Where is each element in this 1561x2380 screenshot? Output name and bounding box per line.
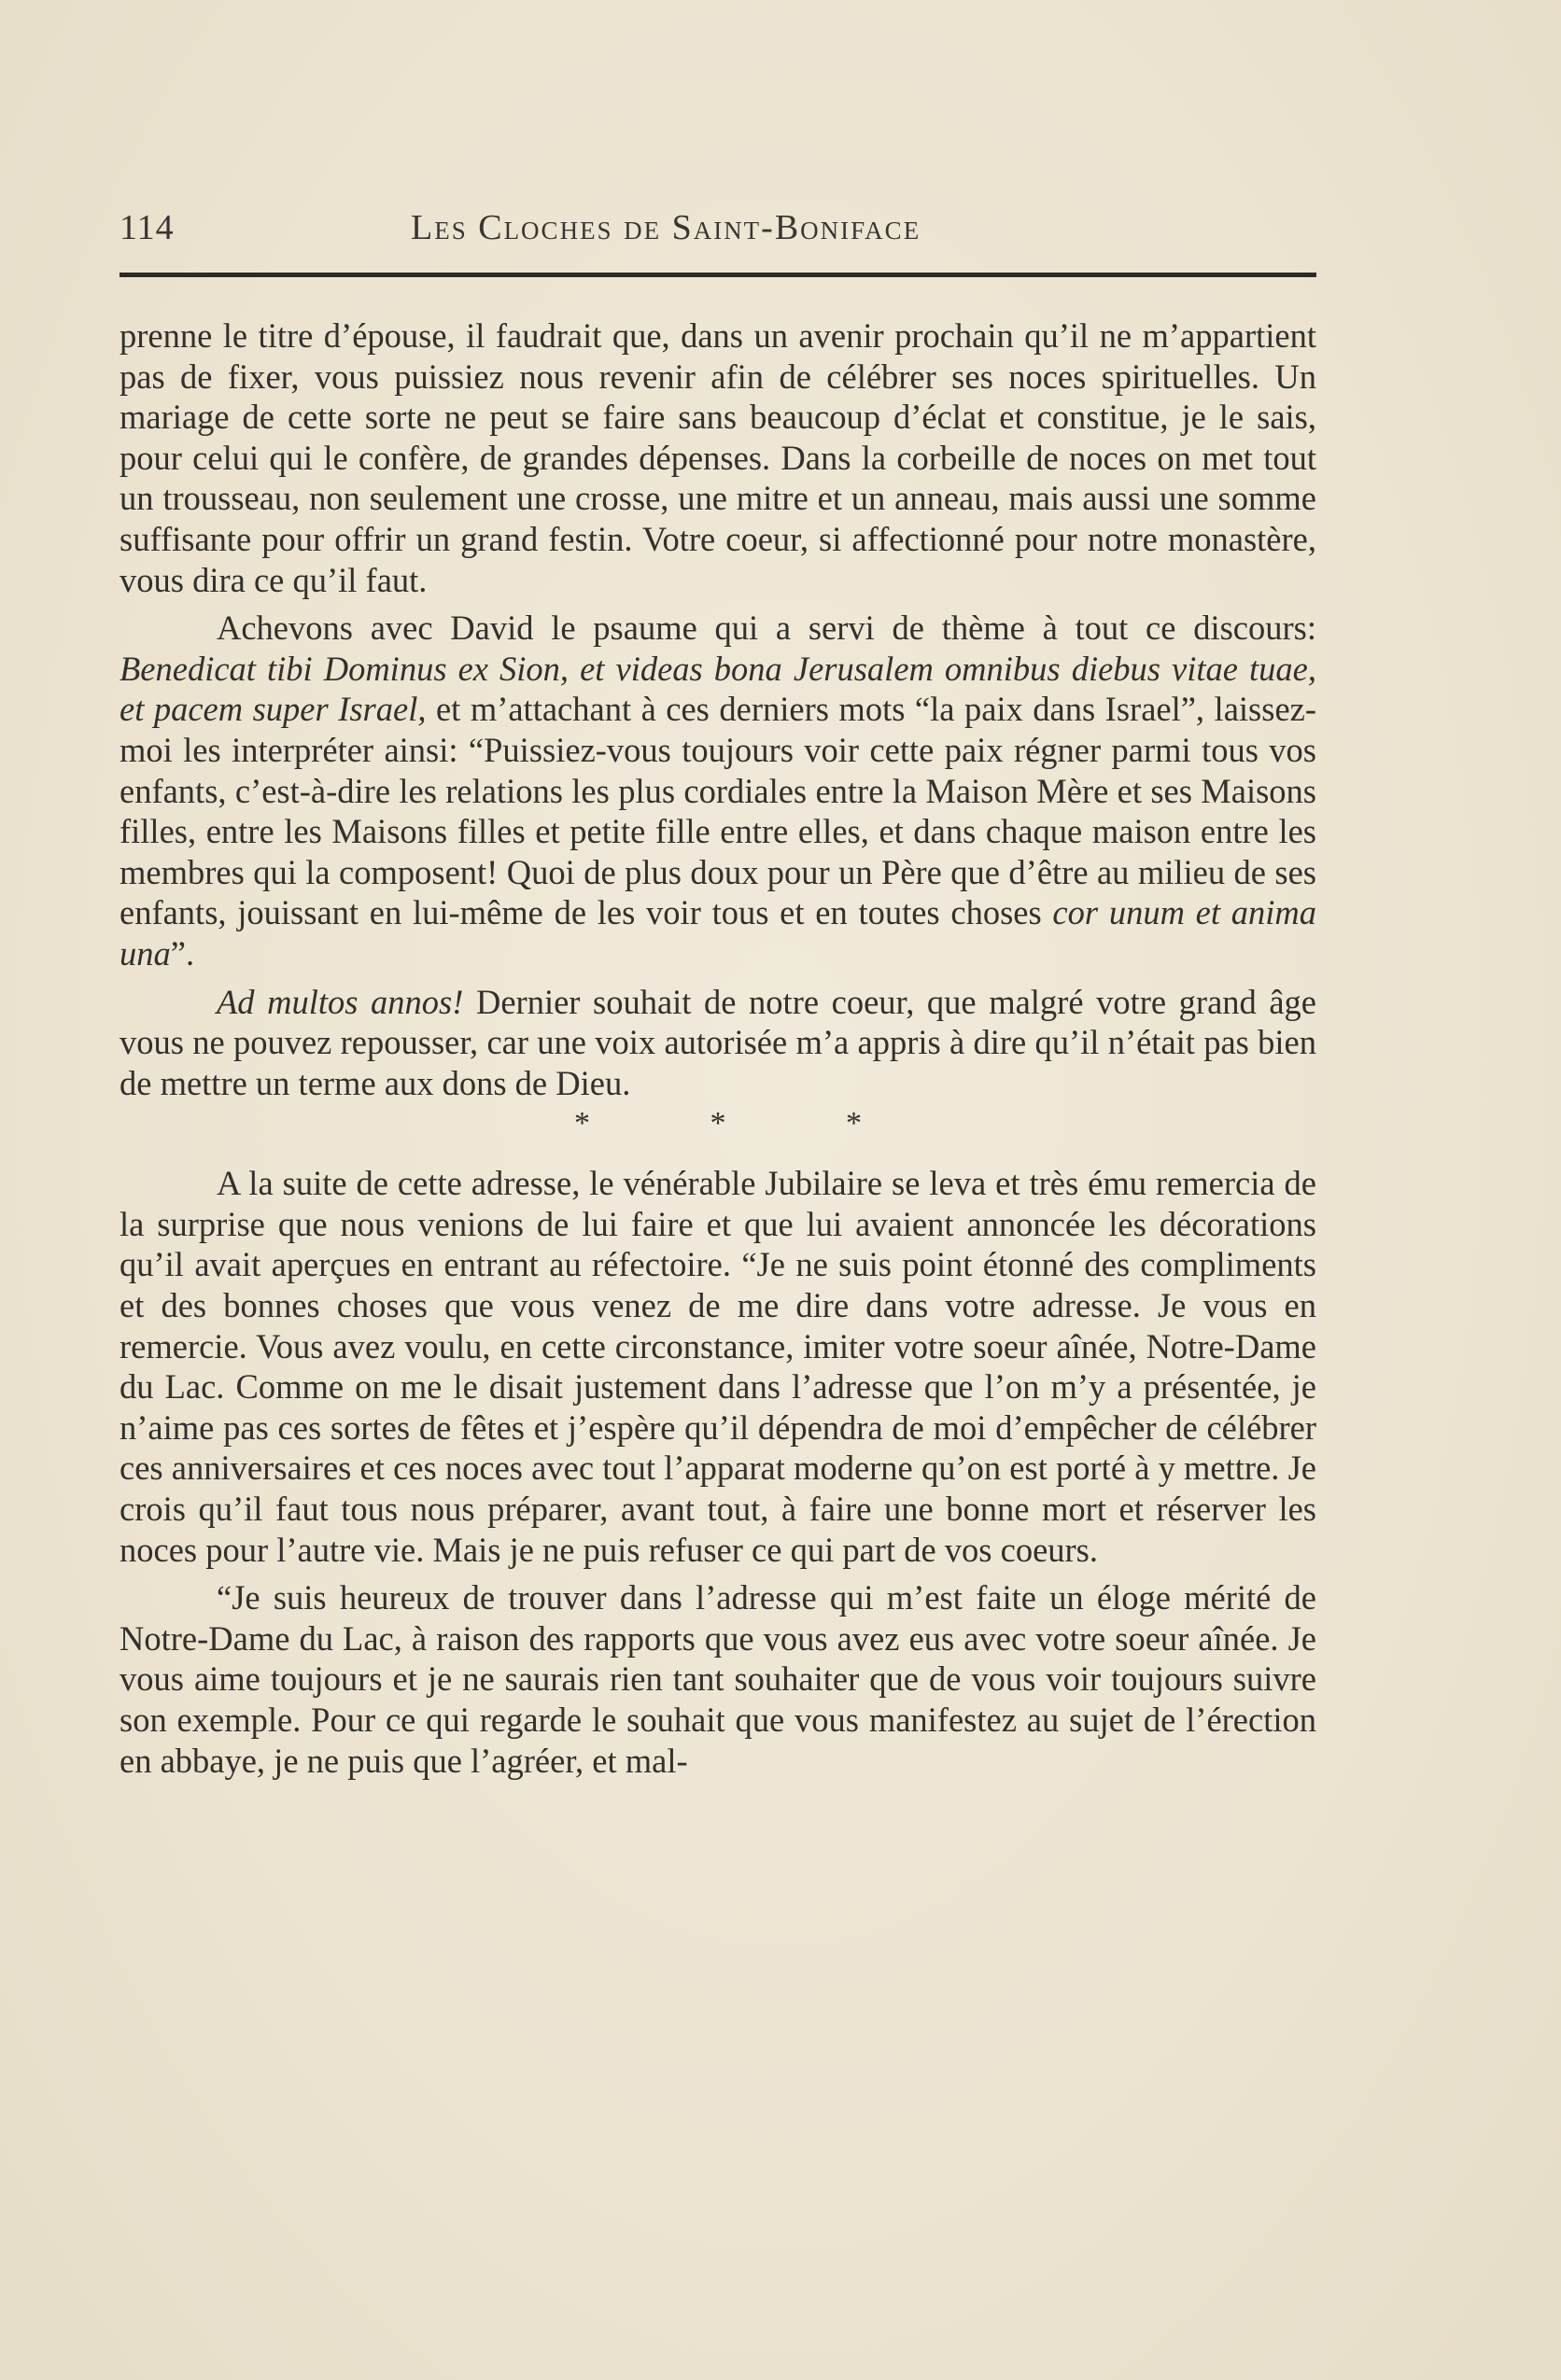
body-text (120, 315, 1316, 1781)
running-title: Les Cloches de Saint-Boniface (411, 208, 921, 247)
paragraph-reply-continued (120, 1577, 1316, 1781)
paragraph-reply (120, 1163, 1316, 1570)
paragraph-psalm (120, 608, 1316, 973)
paragraph-text: “Je suis heureux de trouver dans l’adresse qui m’est faite un éloge mérité de Notre-Dame du Lac, à raison des rapports que vous avez eus avec votre soeur aînée. Je vous aime toujours et je ne saurais rien tant souhaiter que de vous voir toujours suivre son exemple. Pour ce qui regarde le souhait que vous manifestez au sujet de l’érection en abbaye, je ne puis que l’agréer, et mal- (120, 1578, 1316, 1780)
paragraph-text: A la suite de cette adresse, le vénérable Jubilaire se leva et très ému remercia de la surprise que nous venions de lui faire et que lui avaient annoncée les décorations qu’il avait aperçues en entrant au réfectoire. “Je ne suis point étonné des compliments et des bonnes choses que vous venez de me dire dans votre adresse. Je vous en remercie. Vous avez voulu, en cette circonstance, imiter votre soeur aînée, Notre-Dame du Lac. Comme on me le disait justement dans l’adresse que l’on m’y a présentée, je n’aime pas ces sortes de fêtes et j’espère qu’il dépendra de moi d’empêcher de célébrer ces anniversaires et ces noces avec tout l’apparat moderne qu’on est porté à y mettre. Je crois qu’il faut tous nous préparer, avant tout, à faire une bonne mort et réserver les noces pour l’autre vie. Mais je ne puis refuser ce qui part de vos coeurs. (120, 1164, 1316, 1569)
paragraph-text: prenne le titre d’épouse, il faudrait que, dans un avenir prochain qu’il ne m’appartient pas de fixer, vous puissiez nous revenir afin de célébrer ses noces spirituelles. Un mariage de cette sorte ne peut se faire sans beaucoup d’éclat et constitue, je le sais, pour celui qui le confère, de grandes dépenses. Dans la corbeille de noces on met tout un trousseau, non seulement une crosse, une mitre et un anneau, mais aussi une somme suffisante pour offrir un grand festin. Votre coeur, si affectionné pour notre monastère, vous dira ce qu’il faut. (120, 316, 1316, 599)
latin-exclamation: Ad multos annos! (217, 982, 464, 1021)
paragraph-text: Achevons avec David le psaume qui a servi de thème à tout ce discours: (217, 609, 1316, 648)
page-header (120, 207, 1316, 263)
paragraph-text: et m’attachant à ces derniers mots “la paix dans Israel”, laissez-moi les interpréter ainsi: “Puissiez-vous toujours voir cette paix régner parmi tous vos enfants, c’est-à-dire les relations les plus cordiales entre la Maison Mère et ses Maisons filles, entre les Maisons filles et petite fille entre elles, et dans chaque maison entre les membres qui la composent! Quoi de plus doux pour un Père que d’être au milieu de ses enfants, jouissant en lui-même de les voir tous et en toutes choses (120, 690, 1316, 932)
paragraph-text: ”. (170, 933, 195, 973)
paragraph-text: Dernier souhait de notre coeur, que malgré votre grand âge vous ne pouvez repousser, car une voix autorisée m’a appris à dire qu’il n’était pas bien de mettre un terme aux dons de Dieu. (120, 982, 1317, 1102)
latin-phrase: cor unum et anima una (120, 893, 1316, 973)
header-rule (120, 273, 1316, 277)
section-separator: * * * (574, 1106, 918, 1141)
paragraph-ad-multos (120, 982, 1316, 1104)
page-number: 114 (120, 208, 175, 247)
paragraph-continuation (120, 315, 1316, 600)
latin-quotation: Benedicat tibi Dominus ex Sion, et videas bona Jerusalem omnibus diebus vitae tuae, et pacem super Israel, (120, 649, 1316, 729)
